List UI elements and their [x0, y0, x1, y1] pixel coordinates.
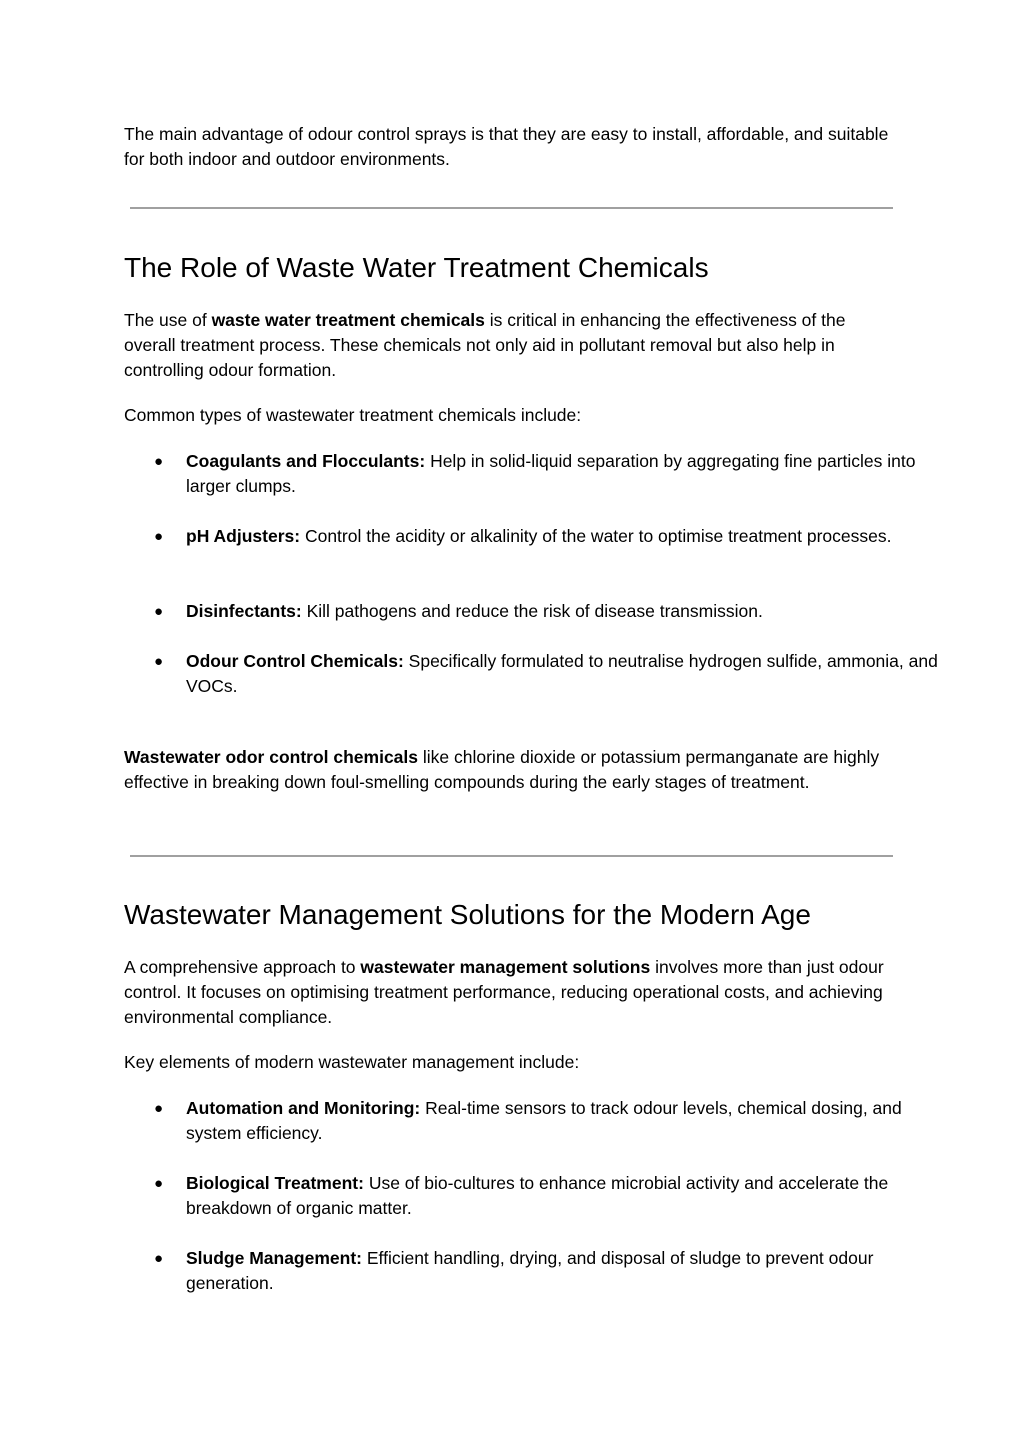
chemicals-intro-paragraph	[124, 308, 894, 383]
list-item	[124, 449, 956, 499]
section-divider	[130, 855, 893, 857]
text-run: A comprehensive approach to	[124, 957, 361, 977]
section-heading-management: Wastewater Management Solutions for the Modern Age	[124, 899, 811, 930]
bullet-icon: ●	[154, 603, 164, 620]
list-item-desc: Real-time sensors to track odour levels, chemical dosing, and system efficiency.	[186, 1098, 902, 1143]
section-heading-chemicals: The Role of Waste Water Treatment Chemicals	[124, 252, 709, 283]
management-intro-paragraph	[124, 955, 894, 1030]
bullet-icon: ●	[154, 1175, 164, 1192]
bold-term: waste water treatment chemicals	[211, 310, 485, 330]
odor-chemicals-paragraph	[124, 745, 894, 795]
list-item-term: Sludge Management:	[186, 1248, 362, 1268]
text-run: involves more than just odour control. It focuses on optimising treatment performance, reducing operational costs, and achieving environmental compliance.	[124, 957, 884, 1027]
list-item-desc: Control the acidity or alkalinity of the water to optimise treatment processes.	[300, 526, 892, 546]
list-item-desc: Specifically formulated to neutralise hydrogen sulfide, ammonia, and VOCs.	[186, 651, 938, 696]
text-run: like chlorine dioxide or potassium permanganate are highly effective in breaking down foul-smelling compounds during the early stages of treatment.	[124, 747, 880, 792]
list-item-term: Automation and Monitoring:	[186, 1098, 421, 1118]
bullet-icon: ●	[154, 1250, 164, 1267]
bullet-icon: ●	[154, 528, 164, 545]
list-item-desc: Help in solid-liquid separation by aggregating fine particles into larger clumps.	[186, 451, 916, 496]
list-item	[124, 1246, 956, 1296]
bullet-icon: ●	[154, 653, 164, 670]
management-list-intro: Key elements of modern wastewater management include:	[124, 1052, 580, 1072]
list-item	[124, 1171, 956, 1221]
bullet-icon: ●	[154, 1100, 164, 1117]
text-run: The use of	[124, 310, 212, 330]
bold-term: Wastewater odor control chemicals	[124, 747, 419, 767]
list-item	[124, 1096, 956, 1146]
intro-paragraph: The main advantage of odour control sprays is that they are easy to install, affordable, and suitable for both indoor and outdoor environments.	[124, 124, 889, 169]
list-item-desc: Use of bio-cultures to enhance microbial activity and accelerate the breakdown of organic matter.	[186, 1173, 889, 1218]
list-item-term: Disinfectants:	[186, 601, 302, 621]
bold-term: wastewater management solutions	[360, 957, 651, 977]
list-item	[124, 524, 956, 549]
chemicals-list-intro: Common types of wastewater treatment chemicals include:	[124, 405, 582, 425]
list-item-term: Biological Treatment:	[186, 1173, 364, 1193]
section-divider	[130, 207, 893, 209]
bullet-icon: ●	[154, 453, 164, 470]
list-item-term: Coagulants and Flocculants:	[186, 451, 426, 471]
list-item-desc: Efficient handling, drying, and disposal of sludge to prevent odour generation.	[186, 1248, 874, 1293]
list-item-term: pH Adjusters:	[186, 526, 301, 546]
text-run: is critical in enhancing the effectiveness of the overall treatment process. These chemicals not only aid in pollutant removal but also help in controlling odour formation.	[124, 310, 846, 380]
list-item	[124, 599, 956, 624]
list-item	[124, 649, 956, 699]
list-item-desc: Kill pathogens and reduce the risk of disease transmission.	[301, 601, 763, 621]
list-item-term: Odour Control Chemicals:	[186, 651, 404, 671]
